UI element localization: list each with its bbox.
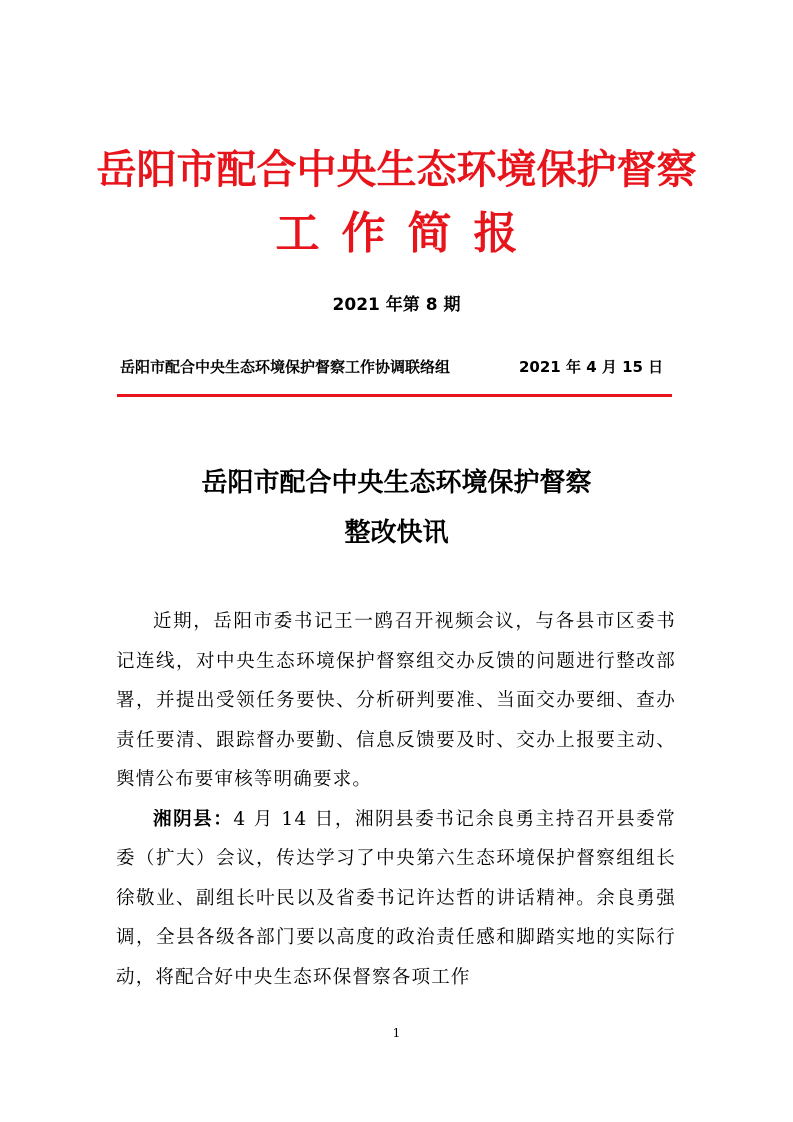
issue-date: 2021 年 4 月 15 日: [519, 358, 664, 376]
page-number: 1: [392, 1026, 401, 1040]
paragraph-text: 近期，岳阳市委书记王一鸥召开视频会议，与各县市区委书记连线，对中央生态环境保护督察组交办反馈的问题进行整改部署，并提出受领任务要快、分析研判要准、当面交办要细、查办责任要清、跟踪督办要勤、信息反馈要及时、交办上报要主动、舆情公布要审核等明确要求。: [116, 611, 676, 790]
red-divider-rule: [117, 394, 672, 397]
article-title-line2: 整改快讯: [344, 518, 449, 548]
masthead-title-line1: 岳阳市配合中央生态环境保护督察: [96, 147, 697, 193]
issue-number: 2021 年第 8 期: [332, 295, 461, 315]
article-body: [116, 602, 676, 997]
paragraph-2: [116, 800, 676, 998]
article-title-line1: 岳阳市配合中央生态环境保护督察: [201, 468, 592, 498]
paragraph-lead: 湘阴县：: [153, 808, 234, 830]
paragraph-1: [116, 602, 676, 800]
issuer-line: [120, 355, 680, 379]
paragraph-text: 4 月 14 日，湘阴县委书记余良勇主持召开县委常委（扩大）会议，传达学习了中央第六生态环境保护督察组组长徐敬业、副组长叶民以及省委书记许达哲的讲话精神。余良勇强调，全县各级各部门要以高度的政治责任感和脚踏实地的实际行动，将配合好中央生态环保督察各项工作: [116, 808, 676, 988]
masthead-title-line2: 工作简报: [275, 208, 540, 259]
issuer-name: 岳阳市配合中央生态环境保护督察工作协调联络组: [120, 358, 451, 376]
